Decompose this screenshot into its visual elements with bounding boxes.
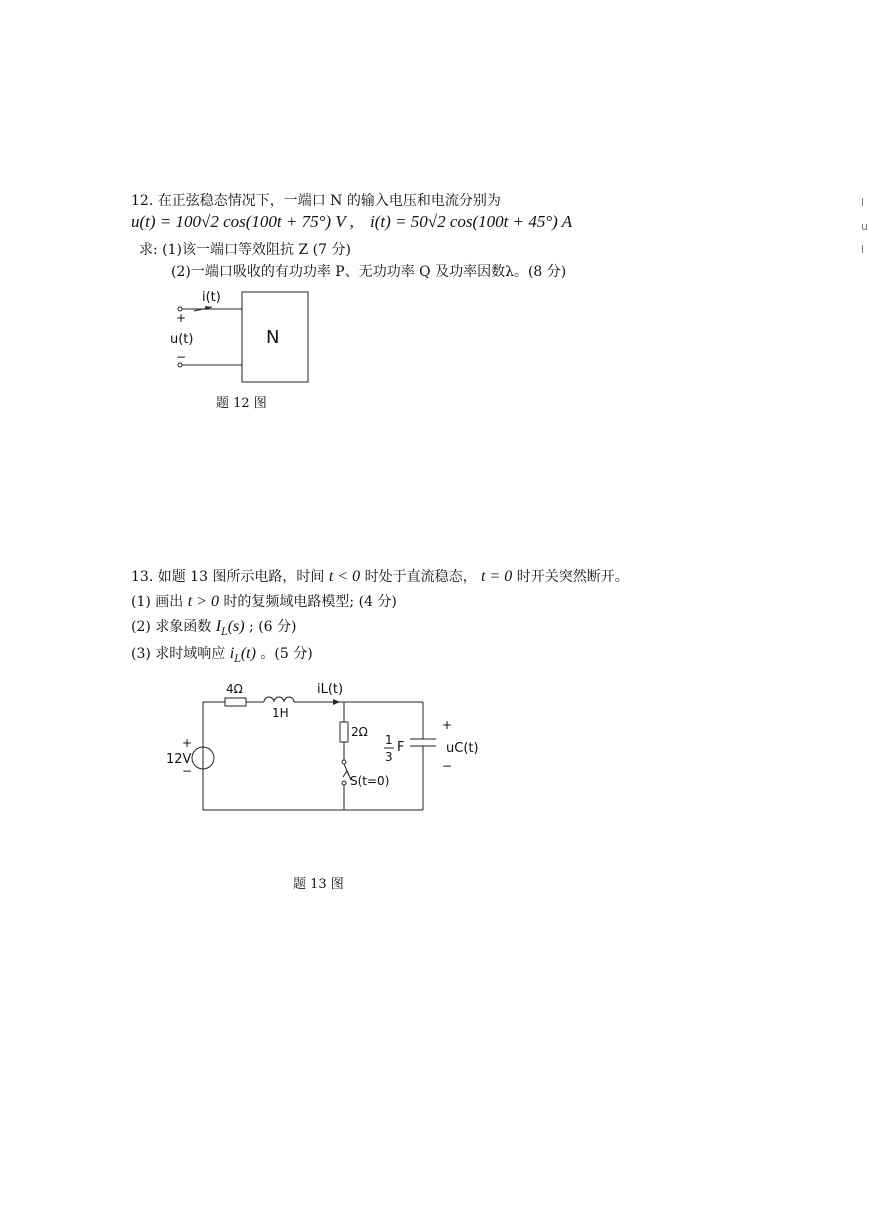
resistor-4ohm xyxy=(225,698,246,706)
q13-item1-post: 时的复频域电路模型; (4 分) xyxy=(223,594,397,610)
cap-plus: + xyxy=(442,718,453,732)
cap-unit: F xyxy=(397,740,405,755)
source-plus: + xyxy=(182,736,193,750)
q13-item-3 xyxy=(131,643,313,665)
q13-item2-pre: (2) 求象函数 xyxy=(131,619,212,635)
q13-cond-1: t < 0 xyxy=(328,568,361,585)
q12-formula-i: i(t) = 50√2 cos(100t + 45°) A xyxy=(370,212,573,231)
r1-label: 4Ω xyxy=(226,682,243,696)
q13-item3-post: 。(5 分) xyxy=(260,646,313,662)
switch-label: S(t=0) xyxy=(350,774,390,788)
edge-mark-1: l xyxy=(861,196,865,209)
q13-title xyxy=(131,566,629,586)
edge-mark-3: l xyxy=(861,243,865,256)
q13-item1-cond: t > 0 xyxy=(187,593,219,610)
q13-item1-pre: (1) 画出 xyxy=(131,594,184,610)
cap-den: 3 xyxy=(385,750,393,764)
q12-requirement-1: 求: (1)该一端口等效阻抗 Z (7 分) xyxy=(139,242,351,258)
fig12-voltage-label: u(t) xyxy=(170,332,194,347)
q13-caption: 题 13 图 xyxy=(293,877,344,892)
q13-item3-expr: i xyxy=(229,645,235,662)
resistor-2ohm xyxy=(340,722,348,742)
q13-cond-2: t = 0 xyxy=(481,568,513,585)
q12-requirement-2: (2)一端口吸收的有功功率 P、无功功率 Q 及功率因数λ。(8 分) xyxy=(171,264,567,280)
cap-num: 1 xyxy=(385,733,393,747)
q13-item-2 xyxy=(131,616,297,638)
q13-item2-sub: L xyxy=(221,626,228,638)
inductor-1h xyxy=(264,697,294,702)
q13-item3-arg: (t) xyxy=(240,645,256,662)
q13-circuit xyxy=(160,675,500,820)
switch-top-contact xyxy=(342,760,346,764)
r2-label: 2Ω xyxy=(351,725,368,739)
edge-mark-2: u xyxy=(861,220,868,233)
q12-title: 12. 在正弦稳态情况下，一端口 N 的输入电压和电流分别为 xyxy=(131,193,501,209)
q12-caption: 题 12 图 xyxy=(216,396,267,411)
q12-formula-u: u(t) = 100√2 cos(100t + 75°) V , xyxy=(131,212,354,231)
source-label: 12V xyxy=(166,752,192,767)
il-arrowhead xyxy=(333,699,340,705)
fig12-box-label: N xyxy=(266,327,280,348)
switch-arrow xyxy=(343,771,349,777)
uc-label: uC(t) xyxy=(446,741,479,756)
fig12-current-label: i(t) xyxy=(202,290,221,305)
q13-title-mid: 时处于直流稳态， xyxy=(364,569,477,585)
cap-minus: − xyxy=(442,759,453,773)
q13-item-1 xyxy=(131,591,397,611)
fig12-minus: − xyxy=(176,350,187,364)
q13-title-post: 时开关突然断开。 xyxy=(516,569,629,585)
inductor-label: 1H xyxy=(272,706,289,720)
source-minus: − xyxy=(182,764,193,778)
fig12-plus: + xyxy=(176,311,187,325)
q13-title-pre: 13. 如题 13 图所示电路，时间 xyxy=(131,569,325,585)
q13-item2-expr: I xyxy=(215,618,222,635)
il-label: iL(t) xyxy=(317,682,344,697)
q13-item2-post: ; (6 分) xyxy=(249,619,297,635)
q13-item3-sub: L xyxy=(234,653,241,665)
q13-item2-arg: (s) xyxy=(227,618,245,635)
q13-item3-pre: (3) 求时域响应 xyxy=(131,646,226,662)
q12-figure xyxy=(160,285,320,385)
switch-bottom-contact xyxy=(342,781,346,785)
